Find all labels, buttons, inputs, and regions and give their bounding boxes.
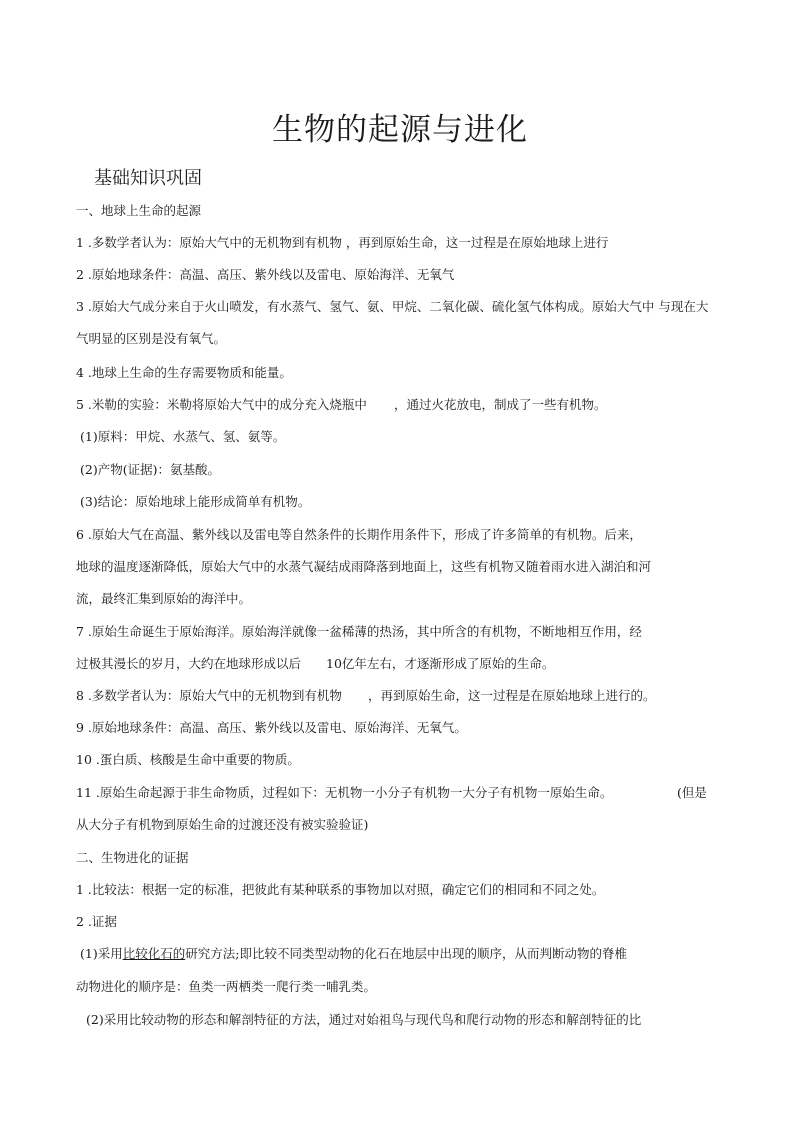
section-heading-evidence: 二、生物进化的证据 xyxy=(76,850,189,865)
paragraph-8-part-1: 8 .多数学者认为：原始大气中的无机物到有机物 xyxy=(76,688,342,703)
evidence-paragraph-2: 2 .证据 xyxy=(76,914,117,929)
evidence-sub-1-line-2: 动物进化的顺序是：鱼类一两栖类一爬行类一哺乳类。 xyxy=(76,979,377,994)
paragraph-4: 4 .地球上生命的生存需要物质和能量。 xyxy=(76,365,292,380)
paragraph-7-line-2b: 10亿年左右，才逐渐形成了原始的生命。 xyxy=(326,656,555,671)
paragraph-6-line-2: 地球的温度逐渐降低，原始大气中的水蒸气凝结成雨降落到地面上，这些有机物又随着雨水进入湖泊和河 xyxy=(76,559,652,574)
paragraph-3-line-1: 3 .原始大气成分来自于火山喷发，有水蒸气、氢气、氨、甲烷、二氧化碳、硫化氢气体构成。原始大气中 与现在大 xyxy=(76,299,709,314)
paragraph-11-line-1: 11 .原始生命起源于非生命物质，过程如下：无机物一小分子有机物一大分子有机物一原始生命。 xyxy=(76,785,613,800)
evidence-sub-1-rest: 研究方法;即比较不同类型动物的化石在地层中出现的顺序，从而判断动物的脊椎 xyxy=(185,946,627,961)
paragraph-7-line-2a: 过极其漫长的岁月，大约在地球形成以后 xyxy=(76,656,302,671)
paragraph-2: 2 .原始地球条件：高温、高压、紫外线以及雷电、原始海洋、无氧气 xyxy=(76,267,455,282)
section-heading-origin: 一、地球上生命的起源 xyxy=(76,203,202,218)
paragraph-5-sub-2: (2)产物(证据)：氨基酸。 xyxy=(80,462,220,477)
paragraph-11-line-2: 从大分子有机物到原始生命的过渡还没有被实验验证) xyxy=(76,817,369,832)
paragraph-5-part-2: ，通过火花放电，制成了一些有机物。 xyxy=(394,397,607,412)
paragraph-1: 1 .多数学者认为：原始大气中的无机物到有机物 ，再到原始生命，这一过程是在原始地球上进行 xyxy=(76,235,609,250)
evidence-sub-1-line-1 xyxy=(80,945,627,963)
paragraph-5-part-1: 5 .米勒的实验：米勒将原始大气中的成分充入烧瓶中 xyxy=(76,397,367,412)
page-subtitle: 基础知识巩固 xyxy=(94,168,202,189)
page-title: 生物的起源与进化 xyxy=(272,112,528,148)
evidence-paragraph-1: 1 .比较法：根据一定的标准，把彼此有某种联系的事物加以对照，确定它们的相同和不同之处。 xyxy=(76,882,605,897)
paragraph-5-sub-1: (1)原料：甲烷、水蒸气、氢、氨等。 xyxy=(80,429,286,444)
paragraph-9: 9 .原始地球条件：高温、高压、紫外线以及雷电、原始海洋、无氧气。 xyxy=(76,720,467,735)
evidence-sub-2: (2)采用比较动物的形态和解剖特征的方法，通过对始祖鸟与现代鸟和爬行动物的形态和解剖特征的比 xyxy=(86,1012,642,1027)
evidence-sub-1-prefix: (1)采用 xyxy=(80,946,123,961)
paragraph-11-aside: (但是 xyxy=(677,785,707,800)
paragraph-6-line-3: 流，最终汇集到原始的海洋中。 xyxy=(76,591,252,606)
paragraph-6-line-1: 6 .原始大气在高温、紫外线以及雷电等自然条件的长期作用条件下，形成了许多简单的有机物。后来， xyxy=(76,527,642,542)
paragraph-5-sub-3: (3)结论：原始地球上能形成简单有机物。 xyxy=(80,494,311,509)
paragraph-8-part-2: ，再到原始生命，这一过程是在原始地球上进行的。 xyxy=(368,688,656,703)
paragraph-7-line-1: 7 .原始生命诞生于原始海洋。原始海洋就像一盆稀薄的热汤，其中所含的有机物，不断地相互作用，经 xyxy=(76,624,642,639)
paragraph-10: 10 .蛋白质、核酸是生命中重要的物质。 xyxy=(76,752,300,767)
paragraph-3-line-2: 气明显的区别是没有氧气。 xyxy=(76,331,227,346)
evidence-sub-1-underlined: 比较化石的 xyxy=(122,946,186,961)
